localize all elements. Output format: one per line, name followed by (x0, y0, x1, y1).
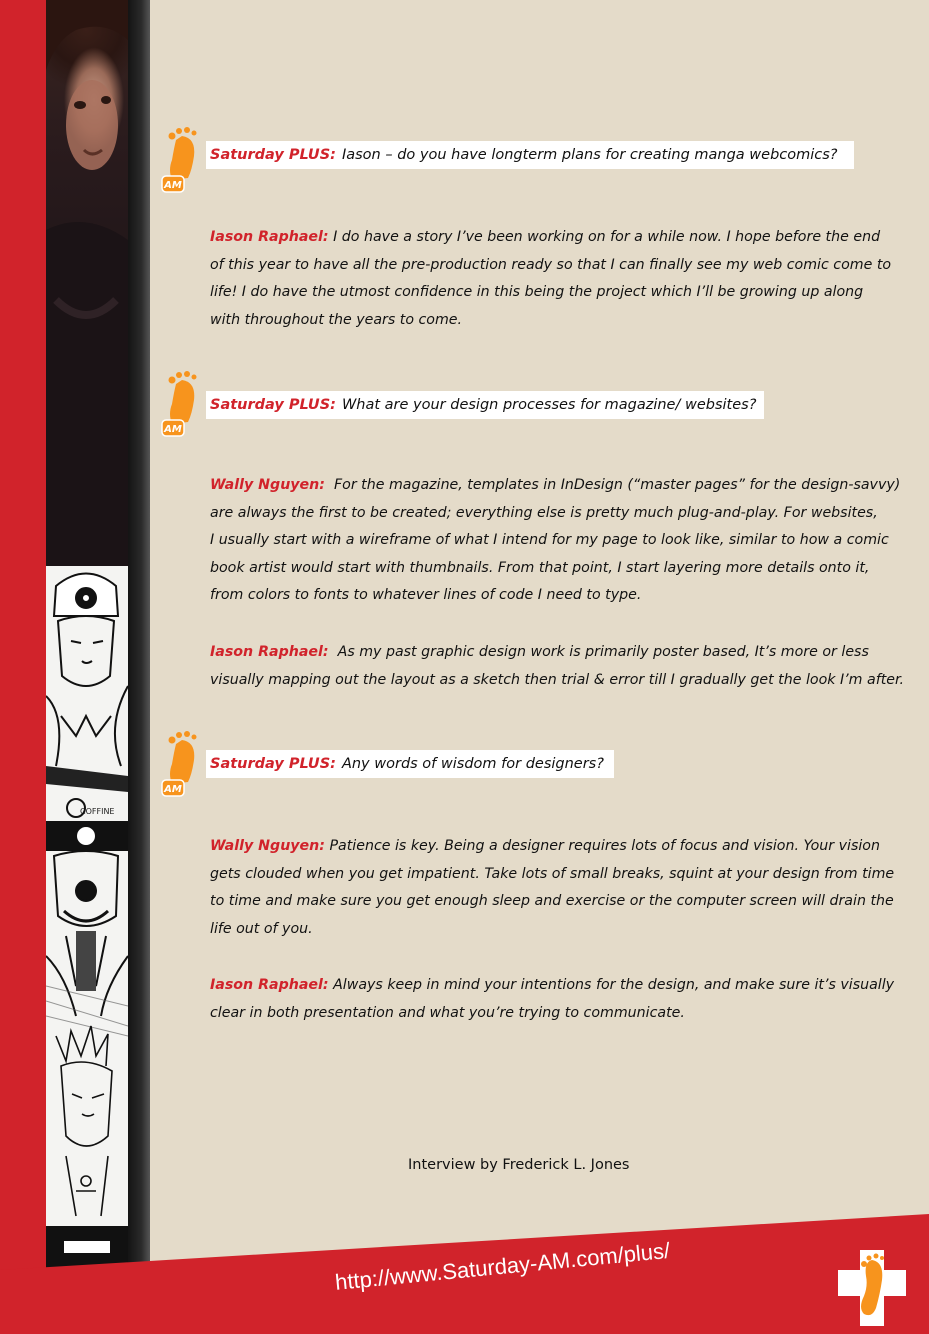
answer-speaker: Iason Raphael: (210, 229, 329, 245)
answer-text: I do have a story I’ve been working on for a while now. I hope before the end (333, 229, 881, 245)
answer-block (210, 972, 910, 1027)
question-bar (206, 141, 854, 169)
answer-line (210, 833, 910, 861)
answer-line: life! I do have the utmost confidence in this being the project which I’ll be growing up along (210, 284, 864, 301)
answer-block (210, 639, 910, 694)
am-foot-icon (160, 370, 204, 442)
am-foot-icon (160, 126, 204, 198)
answer-text: As my past graphic design work is primarily poster based, It’s more or less (337, 644, 869, 660)
question-text: Iason – do you have longterm plans for creating manga webcomics? (341, 147, 838, 163)
saturday-plus-logo-icon (836, 1248, 908, 1328)
answer-speaker: Iason Raphael: (210, 977, 329, 993)
answer-text: For the magazine, templates in InDesign (“master pages” for the design-savvy) (333, 477, 901, 493)
answer-line: clear in both presentation and what you’re trying to communicate. (210, 1004, 685, 1021)
answer-block (210, 472, 910, 610)
question-bar (206, 391, 764, 419)
answer-line: gets clouded when you get impatient. Take lots of small breaks, squint at your design from time (210, 865, 895, 882)
question-text: What are your design processes for magazine/ websites? (341, 397, 757, 413)
question-speaker: Saturday PLUS: (210, 756, 336, 772)
question-text: Any words of wisdom for designers? (341, 756, 604, 772)
am-badge-text: AM (164, 424, 182, 435)
answer-block (210, 224, 910, 334)
question-bar (206, 750, 614, 778)
answer-text: Patience is key. Being a designer requires lots of focus and vision. Your vision (329, 838, 880, 854)
answer-block (210, 833, 910, 943)
answer-line: from colors to fonts to whatever lines of code I need to type. (210, 587, 642, 604)
answer-speaker: Wally Nguyen: (210, 838, 325, 854)
am-badge-text: AM (164, 180, 182, 191)
answer-line: to time and make sure you get enough sleep and exercise or the computer screen will drain the (210, 893, 894, 910)
answer-line (210, 639, 910, 667)
question-speaker: Saturday PLUS: (210, 397, 336, 413)
manga-sign-text: COFFINE (80, 807, 115, 816)
answer-line: of this year to have all the pre-production ready so that I can finally see my web comic come to (210, 256, 892, 273)
answer-line: visually mapping out the layout as a sketch then trial & error till I gradually get the look I’m after. (210, 671, 905, 688)
answer-speaker: Wally Nguyen: (210, 477, 325, 493)
interview-credit: Interview by Frederick L. Jones (408, 1157, 630, 1173)
answer-text: Always keep in mind your intentions for the design, and make sure it’s visually (333, 977, 895, 993)
answer-line (210, 472, 910, 500)
answer-line: life out of you. (210, 920, 313, 937)
answer-line: I usually start with a wireframe of what I intend for my page to look like, similar to how a comic (210, 532, 889, 549)
am-foot-icon (160, 730, 204, 802)
website-url[interactable]: http://www.Saturday-AM.com/plus/ (334, 1237, 672, 1295)
am-badge-text: AM (164, 784, 182, 795)
answer-speaker: Iason Raphael: (210, 644, 329, 660)
answer-line (210, 224, 910, 252)
answer-line: with throughout the years to come. (210, 311, 463, 328)
answer-line (210, 972, 910, 1000)
question-speaker: Saturday PLUS: (210, 147, 336, 163)
answer-line: book artist would start with thumbnails. From that point, I start layering more details onto it, (210, 559, 870, 576)
answer-line: are always the first to be created; everything else is pretty much plug-and-play. For websites, (210, 504, 878, 521)
